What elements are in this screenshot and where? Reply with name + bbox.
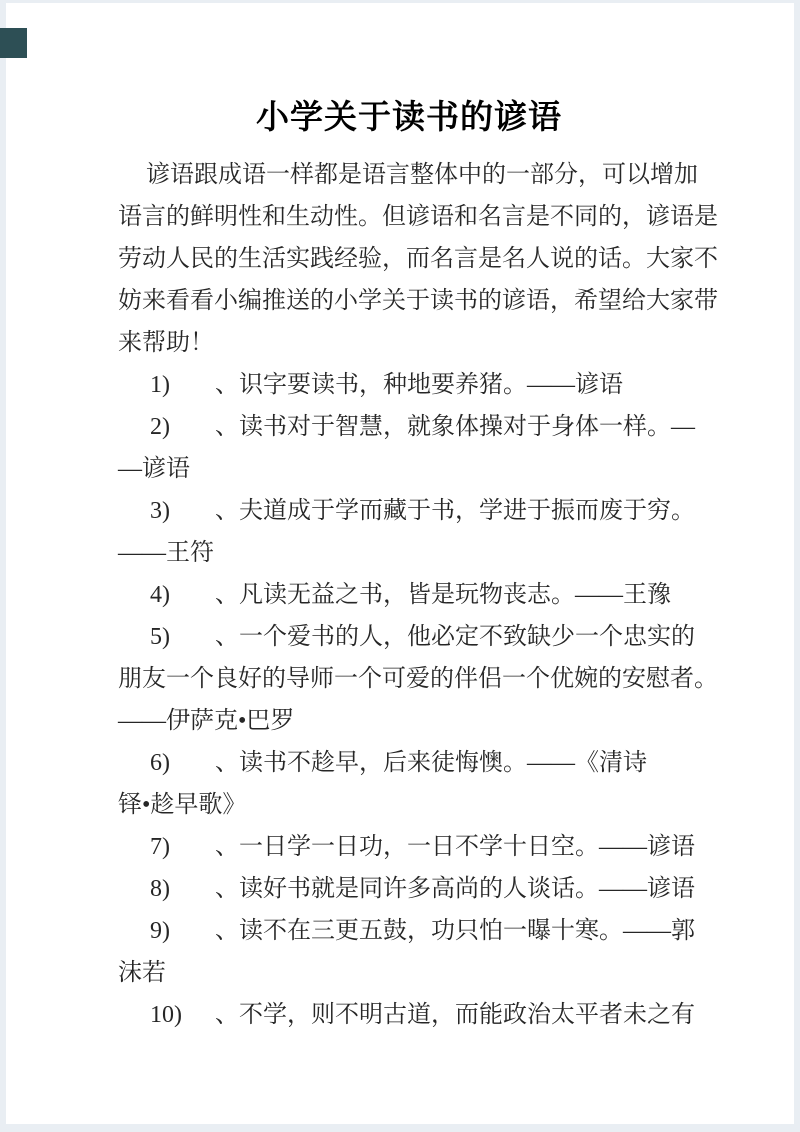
- proverb-list: [118, 364, 718, 1036]
- list-item-line: [118, 910, 700, 952]
- line-text: —谚语: [118, 456, 190, 482]
- list-item-line: [118, 574, 700, 616]
- line-text: ——王符: [118, 540, 214, 566]
- text-line: [118, 196, 718, 238]
- text-line: [118, 952, 700, 994]
- document-body: [0, 154, 718, 1036]
- text-line: [118, 154, 700, 196]
- list-item-line: [118, 868, 700, 910]
- list-item-line: [118, 994, 700, 1036]
- line-text: 、识字要读书，种地要养猪。——谚语: [215, 372, 623, 398]
- line-text: 铎•趁早歌》: [118, 792, 247, 818]
- text-line: [118, 658, 718, 700]
- line-text: 沫若: [118, 960, 166, 986]
- list-number: 8): [150, 876, 170, 902]
- list-item-line: [118, 364, 700, 406]
- list-number: 5): [150, 624, 170, 650]
- line-text: 、读书不趁早，后来徒悔懊。——《清诗: [215, 750, 647, 776]
- list-item-line: [118, 490, 700, 532]
- list-item-line: [118, 742, 700, 784]
- line-text: 妨来看看小编推送的小学关于读书的谚语，希望给大家带: [118, 288, 718, 314]
- list-number: 10): [150, 1002, 182, 1028]
- line-text: 、凡读无益之书，皆是玩物丧志。——王豫: [215, 582, 671, 608]
- text-line: [118, 448, 700, 490]
- line-text: 、读不在三更五鼓，功只怕一曝十寒。——郭: [215, 918, 695, 944]
- list-item-line: [118, 616, 700, 658]
- line-text: 劳动人民的生活实践经验，而名言是名人说的话。大家不: [118, 246, 718, 272]
- line-text: 、读书对于智慧，就象体操对于身体一样。—: [215, 414, 695, 440]
- text-line: [118, 700, 700, 742]
- list-item-line: [118, 406, 700, 448]
- list-number: 7): [150, 834, 170, 860]
- page-title: 小学关于读书的谚语: [256, 100, 562, 136]
- line-text: 朋友一个良好的导师一个可爱的伴侣一个优婉的安慰者。: [118, 666, 718, 692]
- list-number: 1): [150, 372, 170, 398]
- line-text: ——伊萨克•巴罗: [118, 708, 295, 734]
- list-number: 9): [150, 918, 170, 944]
- line-text: 、一个爱书的人，他必定不致缺少一个忠实的: [215, 624, 695, 650]
- line-text: 来帮助！: [118, 330, 214, 356]
- list-number: 4): [150, 582, 170, 608]
- list-number: 6): [150, 750, 170, 776]
- text-line: [118, 322, 700, 364]
- intro-paragraph: [118, 154, 718, 364]
- list-number: 3): [150, 498, 170, 524]
- text-line: [118, 280, 718, 322]
- list-item-line: [118, 826, 700, 868]
- list-number: 2): [150, 414, 170, 440]
- text-line: [118, 784, 700, 826]
- line-text: 、读好书就是同许多高尚的人谈话。——谚语: [215, 876, 695, 902]
- text-line: [118, 238, 718, 280]
- line-text: 谚语跟成语一样都是语言整体中的一部分，可以增加: [146, 162, 698, 188]
- text-line: [118, 532, 700, 574]
- corner-accent-mark: [0, 28, 27, 58]
- line-text: 、夫道成于学而藏于书，学进于振而废于穷。: [215, 498, 695, 524]
- line-text: 、不学，则不明古道，而能政治太平者未之有: [215, 1002, 695, 1028]
- line-text: 、一日学一日功，一日不学十日空。——谚语: [215, 834, 695, 860]
- line-text: 语言的鲜明性和生动性。但谚语和名言是不同的，谚语是: [118, 204, 718, 230]
